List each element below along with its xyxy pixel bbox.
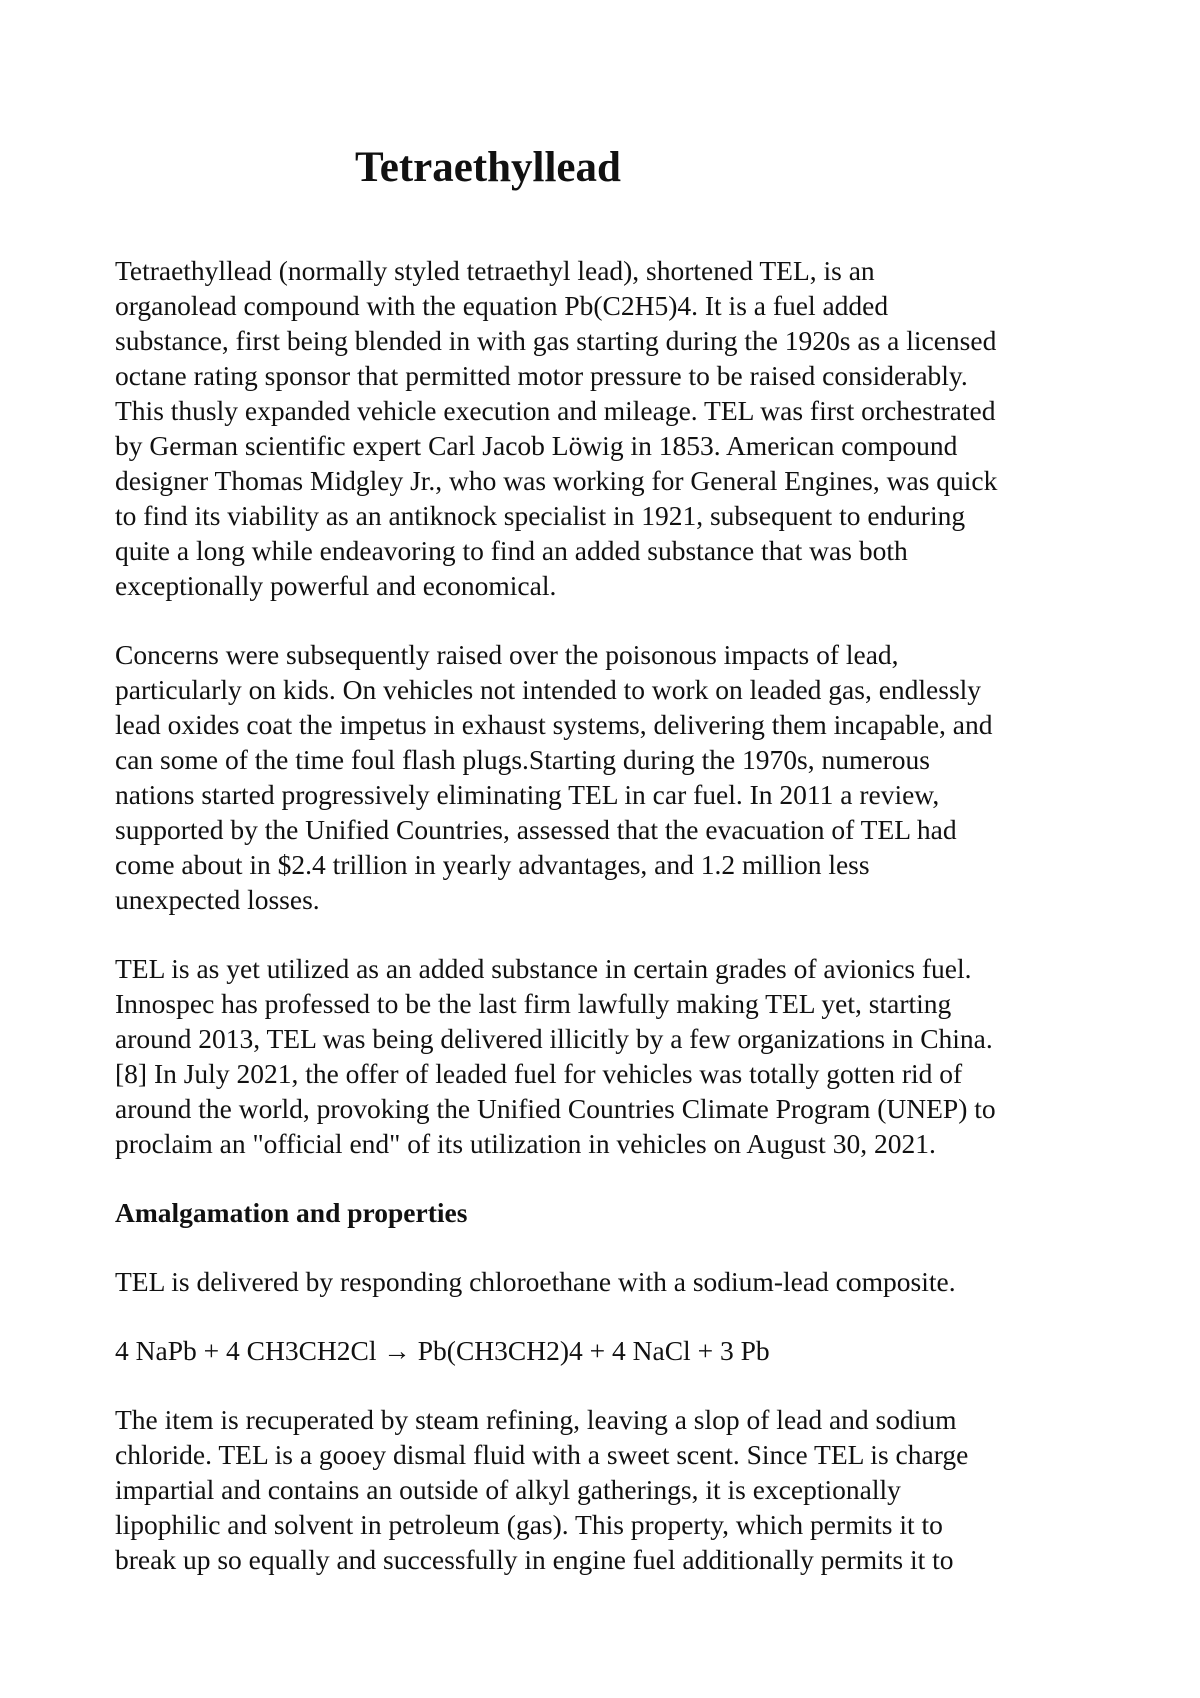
text-line: particularly on kids. On vehicles not intended to work on leaded gas, endlessly	[115, 674, 982, 705]
paragraph-avionics	[115, 951, 1115, 1161]
paragraph-intro	[115, 253, 1115, 603]
text-line: The item is recuperated by steam refining, leaving a slop of lead and sodium	[115, 1404, 957, 1435]
text-line: can some of the time foul flash plugs.Starting during the 1970s, numerous	[115, 744, 930, 775]
text-line: come about in $2.4 trillion in yearly advantages, and 1.2 million less	[115, 849, 870, 880]
text-line: chloride. TEL is a gooey dismal fluid with a sweet scent. Since TEL is charge	[115, 1439, 969, 1470]
text-line: This thusly expanded vehicle execution and mileage. TEL was first orchestrated	[115, 395, 996, 426]
text-line: around the world, provoking the Unified Countries Climate Program (UNEP) to	[115, 1093, 996, 1124]
text-line: around 2013, TEL was being delivered illicitly by a few organizations in China.	[115, 1023, 993, 1054]
text-line: designer Thomas Midgley Jr., who was working for General Engines, was quick	[115, 465, 998, 496]
section-heading: Amalgamation and properties	[115, 1197, 468, 1228]
text-line: quite a long while endeavoring to find an added substance that was both	[115, 535, 908, 566]
text-line: unexpected losses.	[115, 884, 320, 915]
text-line: Innospec has professed to be the last firm lawfully making TEL yet, starting	[115, 988, 952, 1019]
text-line: substance, first being blended in with gas starting during the 1920s as a licensed	[115, 325, 997, 356]
text-line: organolead compound with the equation Pb(C2H5)4. It is a fuel added	[115, 290, 889, 321]
document-body	[115, 253, 1115, 1611]
text-line: octane rating sponsor that permitted motor pressure to be raised considerably.	[115, 360, 968, 391]
text-line: by German scientific expert Carl Jacob Löwig in 1853. American compound	[115, 430, 958, 461]
text-line: Concerns were subsequently raised over the poisonous impacts of lead,	[115, 639, 899, 670]
text-line: break up so equally and successfully in engine fuel additionally permits it to	[115, 1544, 954, 1575]
text-line: TEL is as yet utilized as an added substance in certain grades of avionics fuel.	[115, 953, 972, 984]
text-line: nations started progressively eliminating TEL in car fuel. In 2011 a review,	[115, 779, 940, 810]
paragraph-properties	[115, 1402, 1115, 1577]
text-line: proclaim an "official end" of its utilization in vehicles on August 30, 2021.	[115, 1128, 936, 1159]
text-line: 4 NaPb + 4 CH3CH2Cl → Pb(CH3CH2)4 + 4 NaCl + 3 Pb	[115, 1335, 770, 1366]
chemical-equation	[115, 1333, 1115, 1368]
text-line: supported by the Unified Countries, assessed that the evacuation of TEL had	[115, 814, 957, 845]
text-line: [8] In July 2021, the offer of leaded fuel for vehicles was totally gotten rid of	[115, 1058, 963, 1089]
text-line: Tetraethyllead (normally styled tetraethyl lead), shortened TEL, is an	[115, 255, 875, 286]
text-line: TEL is delivered by responding chloroethane with a sodium-lead composite.	[115, 1266, 956, 1297]
text-line: exceptionally powerful and economical.	[115, 570, 557, 601]
text-line: lipophilic and solvent in petroleum (gas). This property, which permits it to	[115, 1509, 943, 1540]
text-line: impartial and contains an outside of alkyl gatherings, it is exceptionally	[115, 1474, 901, 1505]
paragraph-concerns	[115, 637, 1115, 917]
text-line: to find its viability as an antiknock specialist in 1921, subsequent to enduring	[115, 500, 966, 531]
paragraph-synthesis	[115, 1264, 1115, 1299]
text-line: lead oxides coat the impetus in exhaust systems, delivering them incapable, and	[115, 709, 993, 740]
document-title: Tetraethyllead	[355, 144, 621, 191]
